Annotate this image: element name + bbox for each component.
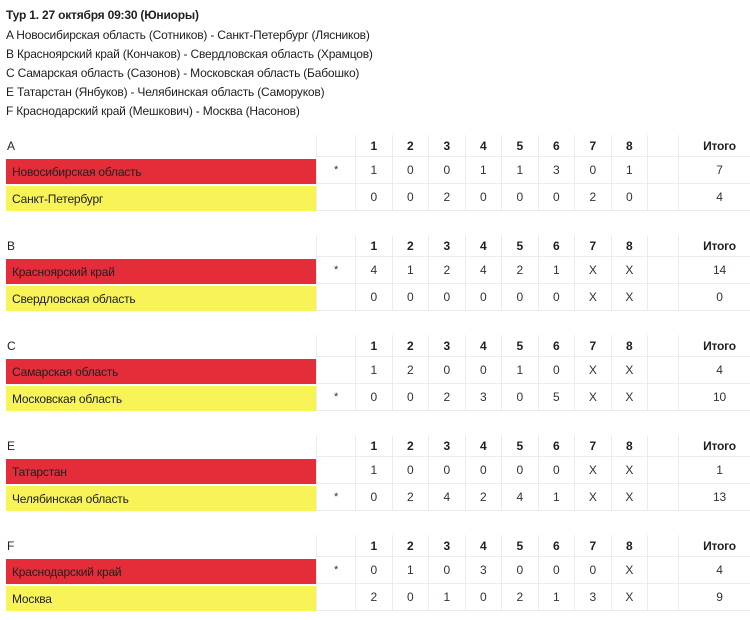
end-score-cell: X — [574, 384, 611, 411]
end-score-cell: X — [611, 357, 648, 384]
spacer-cell — [647, 357, 678, 384]
end-column-header: 4 — [465, 335, 502, 357]
end-score-cell: X — [574, 357, 611, 384]
end-column-header: 5 — [501, 335, 538, 357]
total-score-cell: 7 — [678, 157, 750, 184]
hammer-cell — [316, 184, 355, 211]
team-row — [6, 457, 750, 484]
end-score-cell: X — [611, 257, 648, 284]
end-score-cell: 0 — [538, 184, 575, 211]
group-label: B — [7, 239, 15, 253]
end-column-header: 3 — [428, 335, 465, 357]
end-score-cell: 2 — [428, 184, 465, 211]
end-score-cell: 2 — [355, 584, 392, 611]
end-column-header: 7 — [574, 235, 611, 257]
total-column-header: Итого — [678, 435, 750, 457]
team-name: Московская область — [6, 386, 316, 411]
score-table — [6, 135, 750, 211]
spacer-cell — [647, 384, 678, 411]
end-score-cell: X — [611, 457, 648, 484]
team-row — [6, 357, 750, 384]
team-name: Краснодарский край — [6, 559, 316, 584]
total-column-header: Итого — [678, 335, 750, 357]
end-column-header: 6 — [538, 535, 575, 557]
end-score-cell: 0 — [428, 457, 465, 484]
end-score-cell: X — [611, 384, 648, 411]
spacer-cell — [647, 584, 678, 611]
round-title: Тур 1. 27 октября 09:30 (Юниоры) — [6, 8, 199, 22]
end-score-cell: 2 — [392, 484, 429, 511]
end-score-cell: 1 — [611, 157, 648, 184]
hammer-cell: * — [316, 484, 355, 511]
total-score-cell: 0 — [678, 284, 750, 311]
end-column-header: 6 — [538, 135, 575, 157]
spacer-cell — [647, 157, 678, 184]
team-name: Свердловская область — [6, 286, 316, 311]
team-row — [6, 384, 750, 411]
hammer-column-header — [316, 435, 355, 457]
end-score-cell: 0 — [392, 157, 429, 184]
end-score-cell: 1 — [355, 157, 392, 184]
end-score-cell: X — [611, 557, 648, 584]
spacer-cell — [647, 284, 678, 311]
end-score-cell: 0 — [465, 457, 502, 484]
end-score-cell: 0 — [355, 384, 392, 411]
end-score-cell: 3 — [465, 557, 502, 584]
end-score-cell: 3 — [465, 384, 502, 411]
end-score-cell: 0 — [392, 184, 429, 211]
end-column-header: 3 — [428, 535, 465, 557]
end-score-cell: 0 — [501, 284, 538, 311]
end-column-header: 1 — [355, 135, 392, 157]
table-header-row — [6, 235, 750, 257]
end-score-cell: 0 — [501, 184, 538, 211]
end-score-cell: 0 — [428, 157, 465, 184]
end-score-cell: 0 — [428, 357, 465, 384]
end-score-cell: 1 — [392, 557, 429, 584]
end-score-cell: 0 — [538, 557, 575, 584]
spacer-column-header — [647, 235, 678, 257]
spacer-cell — [647, 557, 678, 584]
end-score-cell: 0 — [538, 357, 575, 384]
hammer-column-header — [316, 535, 355, 557]
end-score-cell: 2 — [465, 484, 502, 511]
end-score-cell: 0 — [574, 157, 611, 184]
end-column-header: 7 — [574, 335, 611, 357]
end-column-header: 3 — [428, 235, 465, 257]
hammer-column-header — [316, 135, 355, 157]
end-score-cell: 0 — [538, 457, 575, 484]
end-score-cell: 0 — [392, 584, 429, 611]
hammer-cell — [316, 457, 355, 484]
end-column-header: 3 — [428, 435, 465, 457]
total-column-header: Итого — [678, 535, 750, 557]
end-column-header: 4 — [465, 235, 502, 257]
end-column-header: 8 — [611, 335, 648, 357]
total-column-header: Итого — [678, 235, 750, 257]
score-table — [6, 435, 750, 511]
end-score-cell: X — [611, 584, 648, 611]
end-column-header: 6 — [538, 235, 575, 257]
end-column-header: 1 — [355, 335, 392, 357]
total-column-header: Итого — [678, 135, 750, 157]
end-score-cell: 4 — [428, 484, 465, 511]
end-column-header: 5 — [501, 135, 538, 157]
group-label: A — [7, 139, 15, 153]
team-name: Самарская область — [6, 359, 316, 384]
end-score-cell: 1 — [538, 257, 575, 284]
team-name: Санкт-Петербург — [6, 186, 316, 211]
end-column-header: 1 — [355, 535, 392, 557]
end-score-cell: 0 — [428, 557, 465, 584]
end-score-cell: 4 — [465, 257, 502, 284]
end-column-header: 2 — [392, 435, 429, 457]
team-name: Новосибирская область — [6, 159, 316, 184]
match-list-item: A Новосибирская область (Сотников) - Санкт-Петербург (Лясников) — [6, 28, 370, 42]
end-score-cell: 0 — [428, 284, 465, 311]
group-label: E — [7, 439, 15, 453]
match-list-item: F Краснодарский край (Мешкович) - Москва (Насонов) — [6, 104, 300, 118]
match-list-item: B Красноярский край (Кончаков) - Свердловская область (Храмцов) — [6, 47, 373, 61]
table-header-row — [6, 535, 750, 557]
end-score-cell: 1 — [428, 584, 465, 611]
spacer-column-header — [647, 535, 678, 557]
group-label: F — [7, 539, 15, 553]
end-column-header: 8 — [611, 435, 648, 457]
spacer-column-header — [647, 435, 678, 457]
end-score-cell: 0 — [355, 484, 392, 511]
end-score-cell: 5 — [538, 384, 575, 411]
end-score-cell: 0 — [465, 584, 502, 611]
total-score-cell: 4 — [678, 184, 750, 211]
end-column-header: 2 — [392, 535, 429, 557]
end-column-header: 1 — [355, 435, 392, 457]
end-column-header: 2 — [392, 235, 429, 257]
end-column-header: 1 — [355, 235, 392, 257]
team-name: Красноярский край — [6, 259, 316, 284]
hammer-cell: * — [316, 157, 355, 184]
hammer-cell — [316, 584, 355, 611]
hammer-column-header — [316, 335, 355, 357]
end-score-cell: 1 — [355, 457, 392, 484]
end-score-cell: 1 — [538, 484, 575, 511]
end-score-cell: 0 — [392, 284, 429, 311]
end-column-header: 7 — [574, 135, 611, 157]
score-table — [6, 235, 750, 311]
end-score-cell: 2 — [501, 257, 538, 284]
total-score-cell: 1 — [678, 457, 750, 484]
end-score-cell: 0 — [355, 284, 392, 311]
end-score-cell: 0 — [465, 184, 502, 211]
end-column-header: 2 — [392, 335, 429, 357]
end-column-header: 8 — [611, 235, 648, 257]
end-column-header: 3 — [428, 135, 465, 157]
score-table — [6, 535, 750, 611]
table-header-row — [6, 135, 750, 157]
spacer-column-header — [647, 135, 678, 157]
end-score-cell: 0 — [355, 557, 392, 584]
end-score-cell: 0 — [465, 357, 502, 384]
end-score-cell: 1 — [501, 157, 538, 184]
end-column-header: 7 — [574, 435, 611, 457]
end-score-cell: 0 — [501, 457, 538, 484]
end-column-header: 5 — [501, 235, 538, 257]
end-score-cell: X — [574, 257, 611, 284]
end-column-header: 8 — [611, 535, 648, 557]
end-score-cell: 1 — [465, 157, 502, 184]
end-score-cell: 1 — [501, 357, 538, 384]
total-score-cell: 10 — [678, 384, 750, 411]
team-name: Челябинская область — [6, 486, 316, 511]
end-column-header: 2 — [392, 135, 429, 157]
match-list-item: C Самарская область (Сазонов) - Московская область (Бабошко) — [6, 66, 360, 80]
spacer-cell — [647, 457, 678, 484]
total-score-cell: 13 — [678, 484, 750, 511]
table-header-row — [6, 435, 750, 457]
end-score-cell: 1 — [392, 257, 429, 284]
spacer-column-header — [647, 335, 678, 357]
hammer-cell — [316, 284, 355, 311]
end-score-cell: X — [574, 484, 611, 511]
end-score-cell: 0 — [355, 184, 392, 211]
team-row — [6, 584, 750, 611]
end-score-cell: 1 — [538, 584, 575, 611]
end-score-cell: 0 — [538, 284, 575, 311]
team-name: Москва — [6, 586, 316, 611]
end-score-cell: X — [574, 284, 611, 311]
end-score-cell: 0 — [574, 557, 611, 584]
end-score-cell: X — [574, 457, 611, 484]
spacer-cell — [647, 184, 678, 211]
total-score-cell: 9 — [678, 584, 750, 611]
end-score-cell: 2 — [428, 384, 465, 411]
end-column-header: 4 — [465, 535, 502, 557]
score-table — [6, 335, 750, 411]
hammer-cell: * — [316, 384, 355, 411]
total-score-cell: 4 — [678, 357, 750, 384]
end-score-cell: 3 — [574, 584, 611, 611]
hammer-cell — [316, 357, 355, 384]
end-score-cell: 0 — [611, 184, 648, 211]
end-column-header: 5 — [501, 435, 538, 457]
end-score-cell: 2 — [392, 357, 429, 384]
team-row — [6, 157, 750, 184]
hammer-cell: * — [316, 257, 355, 284]
end-score-cell: 2 — [428, 257, 465, 284]
score-tables — [6, 135, 750, 611]
hammer-cell: * — [316, 557, 355, 584]
end-column-header: 8 — [611, 135, 648, 157]
table-header-row — [6, 335, 750, 357]
match-list-item: E Татарстан (Янбуков) - Челябинская область (Саморуков) — [6, 85, 325, 99]
team-row — [6, 284, 750, 311]
end-score-cell: 4 — [355, 257, 392, 284]
end-score-cell: 2 — [501, 584, 538, 611]
end-column-header: 6 — [538, 335, 575, 357]
end-score-cell: 2 — [574, 184, 611, 211]
end-column-header: 4 — [465, 135, 502, 157]
end-score-cell: 0 — [501, 557, 538, 584]
team-row — [6, 557, 750, 584]
end-column-header: 7 — [574, 535, 611, 557]
end-score-cell: 3 — [538, 157, 575, 184]
end-score-cell: X — [611, 484, 648, 511]
spacer-cell — [647, 484, 678, 511]
end-column-header: 6 — [538, 435, 575, 457]
group-label: C — [7, 339, 16, 353]
spacer-cell — [647, 257, 678, 284]
end-score-cell: 4 — [501, 484, 538, 511]
end-score-cell: 0 — [392, 457, 429, 484]
team-name: Татарстан — [6, 459, 316, 484]
team-row — [6, 257, 750, 284]
end-score-cell: 1 — [355, 357, 392, 384]
hammer-column-header — [316, 235, 355, 257]
end-column-header: 5 — [501, 535, 538, 557]
end-score-cell: 0 — [392, 384, 429, 411]
team-row — [6, 184, 750, 211]
end-score-cell: X — [611, 284, 648, 311]
total-score-cell: 4 — [678, 557, 750, 584]
total-score-cell: 14 — [678, 257, 750, 284]
team-row — [6, 484, 750, 511]
match-list — [6, 26, 750, 121]
end-score-cell: 0 — [465, 284, 502, 311]
end-score-cell: 0 — [501, 384, 538, 411]
end-column-header: 4 — [465, 435, 502, 457]
